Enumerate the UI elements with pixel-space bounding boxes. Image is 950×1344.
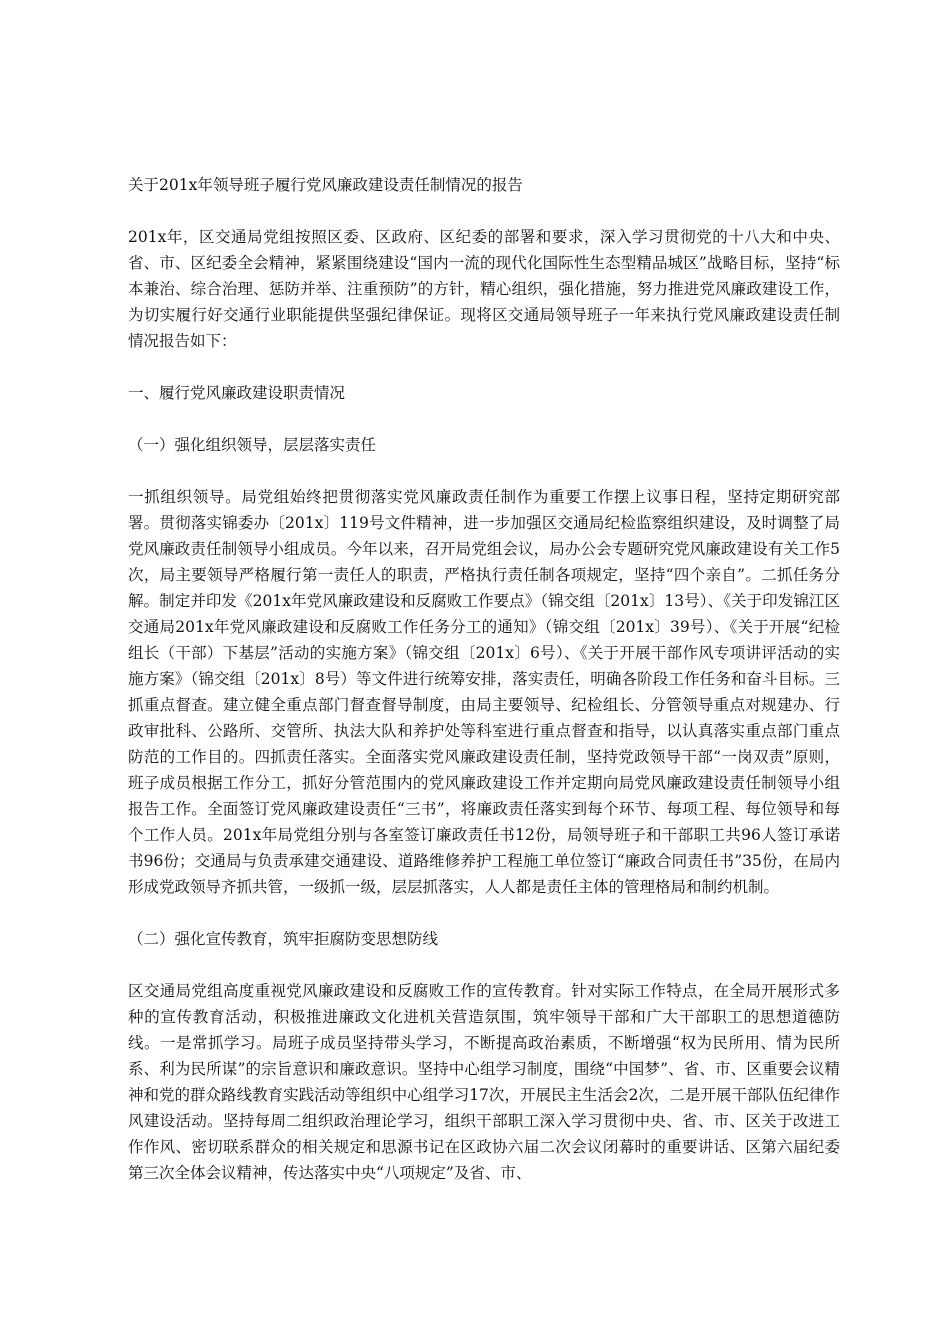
section-heading: 一、履行党风廉政建设职责情况: [128, 384, 346, 402]
document-body: [128, 172, 840, 1212]
body-paragraph: 一抓组织领导。局党组始终把贯彻落实党风廉政责任制作为重要工作摆上议事日程，坚持定期研究部署。贯彻落实锦委办〔201x〕119号文件精神，进一步加强区交通局纪检监察组织建设，及时调整了局党风廉政责任制领导小组成员。今年以来，召开局党组会议，局办公会专题研究党风廉政建设有关工作5次，局主要领导严格履行第一责任人的职责，严格执行责任制各项规定，坚持“四个亲自”。二抓任务分解。制定并印发《201x年党风廉政建设和反腐败工作要点》（锦交组〔201x〕13号）、《关于印发锦江区交通局201x年党风廉政建设和反腐败工作任务分工的通知》（锦交组〔201x〕39号）、《关于开展“纪检组长（干部）下基层”活动的实施方案》（锦交组〔201x〕6号）、《关于开展干部作风专项讲评活动的实施方案》（锦交组〔201x〕8号）等文件进行统筹安排，落实责任，明确各阶段工作任务和奋斗目标。三抓重点督查。建立健全重点部门督查督导制度，由局主要领导、纪检组长、分管领导重点对规建办、行政审批科、公路所、交管所、执法大队和养护处等科室进行重点督查和指导，以认真落实重点部门重点防范的工作目的。四抓责任落实。全面落实党风廉政建设责任制，坚持党政领导干部“一岗双责”原则，班子成员根据工作分工，抓好分管范围内的党风廉政建设工作并定期向局党风廉政建设责任制领导小组报告工作。全面签订党风廉政建设责任“三书”，将廉政责任落实到每个环节、每项工程、每位领导和每个工作人员。201x年局党组分别与各室签订廉政责任书12份，局领导班子和干部职工共96人签订承诺书96份；交通局与负责承建交通建设、道路维修养护工程施工单位签订“廉政合同责任书”35份，在局内形成党政领导齐抓共管，一级抓一级，层层抓落实，人人都是责任主体的管理格局和制约机制。: [128, 488, 840, 896]
body-paragraph: 区交通局党组高度重视党风廉政建设和反腐败工作的宣传教育。针对实际工作特点，在全局开展形式多种的宣传教育活动，积极推进廉政文化进机关营造氛围，筑牢领导干部和广大干部职工的思想道德防线。一是常抓学习。局班子成员坚持带头学习，不断提高政治素质，不断增强“权为民所用、情为民所系、利为民所谋”的宗旨意识和廉政意识。坚持中心组学习制度，围绕“中国梦”、省、市、区重要会议精神和党的群众路线教育实践活动等组织中心组学习17次，开展民主生活会2次，二是开展干部队伍纪律作风建设活动。坚持每周二组织政治理论学习，组织干部职工深入学习贯彻中央、省、市、区关于改进工作作风、密切联系群众的相关规定和思源书记在区政协六届二次会议闭幕时的重要讲话、区第六届纪委第三次全体会议精神，传达落实中央“八项规定”及省、市、: [128, 982, 840, 1182]
intro-paragraph: 201x年，区交通局党组按照区委、区政府、区纪委的部署和要求，深入学习贯彻党的十八大和中央、省、市、区纪委全会精神，紧紧围绕建设“国内一流的现代化国际性生态型精品城区”战略目标，坚持“标本兼治、综合治理、惩防并举、注重预防”的方针，精心组织，强化措施，努力推进党风廉政建设工作，为切实履行好交通行业职能提供坚强纪律保证。现将区交通局领导班子一年来执行党风廉政建设责任制情况报告如下：: [128, 228, 840, 350]
document-title: 关于201x年领导班子履行党风廉政建设责任制情况的报告: [128, 176, 523, 194]
subsection-heading: （一）强化组织领导，层层落实责任: [128, 436, 377, 454]
subsection-heading: （二）强化宣传教育，筑牢拒腐防变思想防线: [128, 930, 439, 948]
